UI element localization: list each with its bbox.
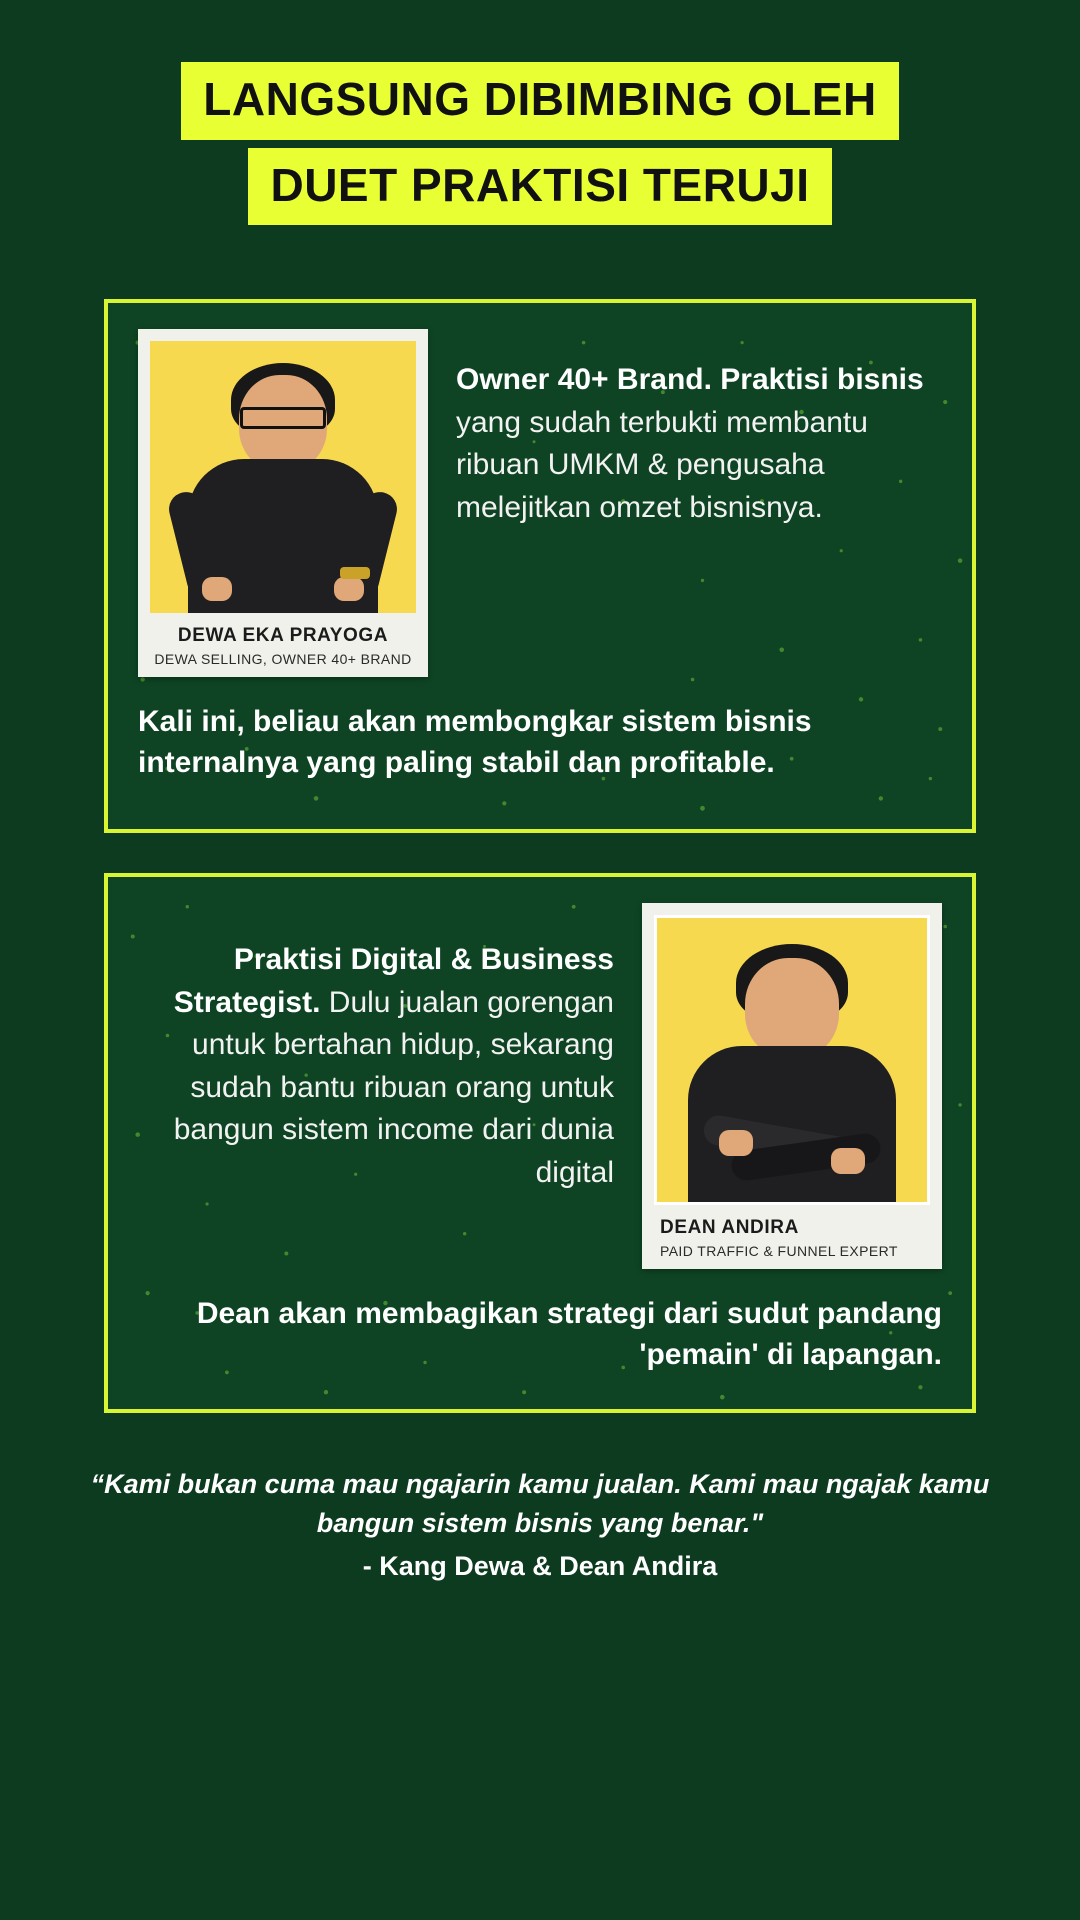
bio-highlight: Owner 40+ Brand. Praktisi bisnis — [456, 363, 924, 397]
headline-line-2: DUET PRAKTISI TERUJI — [248, 148, 831, 226]
mentor-bio-dean — [138, 903, 614, 1269]
bio-body: Dulu jualan gorengan untuk bertahan hidup, sekarang sudah bantu ribuan orang untuk bangun sistem income dari dunia digital — [173, 985, 614, 1189]
face-shape — [745, 958, 839, 1058]
hand-right — [831, 1148, 865, 1174]
page-title — [0, 0, 1080, 231]
mentor-role: DEWA SELLING, OWNER 40+ BRAND — [154, 651, 412, 668]
polaroid-dewa — [138, 329, 428, 677]
mentor-role: PAID TRAFFIC & FUNNEL EXPERT — [660, 1243, 898, 1260]
hand-right — [334, 577, 364, 601]
hand-left — [202, 577, 232, 601]
mentor-name: DEAN ANDIRA — [660, 1217, 799, 1239]
hand-left — [719, 1130, 753, 1156]
bio-body: yang sudah terbukti membantu ribuan UMKM & pengusaha melejitkan omzet bisnisnya. — [456, 405, 868, 524]
mentor-card-dean — [104, 873, 976, 1413]
watch-icon — [340, 567, 370, 579]
mentor-kicker-dewa: Kali ini, beliau akan membongkar sistem bisnis internalnya yang paling stabil dan profitable. — [138, 705, 812, 780]
mentor-name: DEWA EKA PRAYOGA — [177, 625, 389, 647]
headline-line-1: LANGSUNG DIBIMBING OLEH — [181, 62, 898, 140]
dewa-eka-prayoga-photo — [150, 341, 416, 613]
polaroid-dean — [642, 903, 942, 1269]
quote-text: “Kami bukan cuma mau ngajarin kamu jualan. Kami mau ngajak kamu bangun sistem bisnis yang benar." — [90, 1469, 990, 1539]
glasses-icon — [240, 407, 326, 429]
mentor-bio-dewa — [456, 329, 942, 677]
dean-andira-photo — [654, 915, 930, 1205]
quote-author: - Kang Dewa & Dean Andira — [362, 1551, 718, 1582]
bio-highlight: Praktisi Digital & Business Strategist. — [173, 943, 614, 1019]
closing-quote — [90, 1465, 990, 1582]
mentor-card-dewa — [104, 299, 976, 833]
mentor-kicker-dean: Dean akan membagikan strategi dari sudut pandang 'pemain' di lapangan. — [196, 1297, 942, 1372]
